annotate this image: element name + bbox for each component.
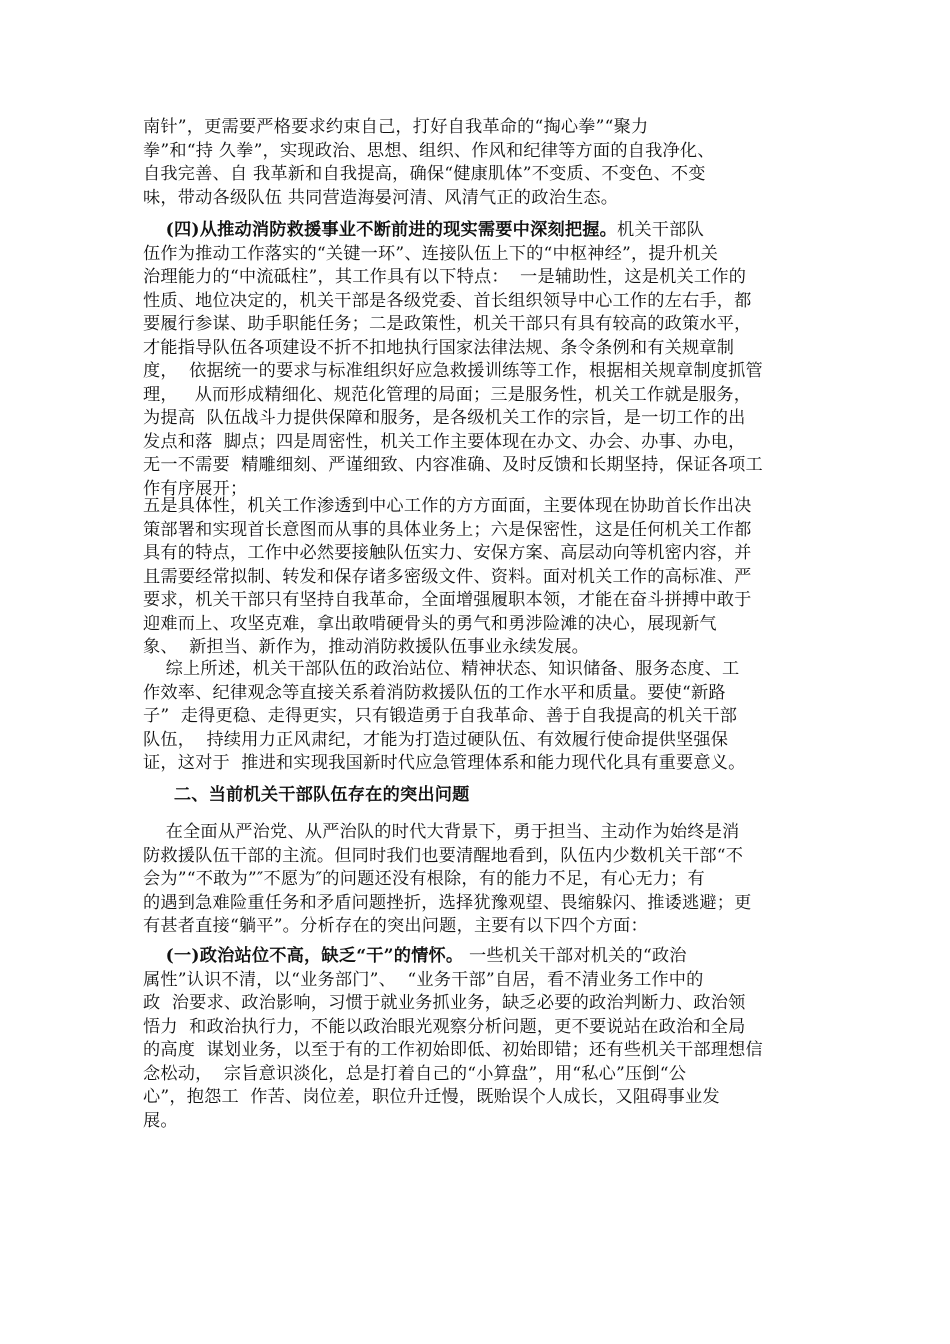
paragraph-section-four (143, 219, 811, 501)
text-line: 政 治要求、政治影响，习惯于就业务抓业务，缺乏必要的政治判断力、政治领 (143, 993, 746, 1013)
text-line: 子” 走得更稳、走得更实，只有锻造勇于自我革命、善于自我提高的机关干部 (143, 706, 738, 726)
text-line: 念松动， 宗旨意识淡化，总是打着自己的“小算盘”，用“私心”压倒“公 (143, 1063, 687, 1084)
text-line: 在全面从严治党、从严治队的时代大背景下，勇于担当、主动作为始终是消 (143, 822, 740, 842)
text-line: 拳”和“持 久拳”，实现政治、思想、组织、作风和纪律等方面的自我净化、 (143, 140, 715, 161)
text-line: 为提高 队伍战斗力提供保障和服务，是各级机关工作的宗旨，是一切工作的出 (143, 408, 746, 428)
text-line: 治理能力的“中流砥柱”，其工作具有以下特点： 一是辅助性，这是机关工作的 (143, 267, 747, 287)
text-line: 的遇到急难险重任务和矛盾问题挫折，选择犹豫观望、畏缩躲闪、推诿逃避；更 (143, 892, 752, 913)
text-line: 度， 依据统一的要求与标准组织好应急救援训练等工作，根据相关规章制度抓管 (143, 361, 763, 381)
text-line: 悟力 和政治执行力，不能以政治眼光观察分析问题，更不要说站在政治和全局 (143, 1016, 746, 1037)
text-line: 无一不需要 精雕细刻、严谨细致、内容准确、及时反馈和长期坚持，保证各项工 (143, 455, 763, 475)
text-line: 味，带动各级队伍 共同营造海晏河清、风清气正的政治生态。 (143, 187, 619, 208)
text-line: 五是具体性，机关工作渗透到中心工作的方方面面，主要体现在协助首长作出决 (143, 496, 752, 516)
text-line: 要履行参谋、助手职能任务；二是政策性，机关干部只有具有较高的政策水平， (143, 314, 752, 334)
text-line: 迎难而上、攻坚克难，拿出敢啃硬骨头的勇气和勇涉险滩的决心，展现新气 (143, 613, 717, 634)
paragraph-summary (143, 658, 811, 776)
paragraph-section-one (143, 945, 811, 1133)
text-line: 才能指导队伍各项建设不折不扣地执行国家法律法规、条令条例和有关规章制 (143, 337, 735, 358)
text-line (143, 945, 811, 969)
text-line: 队伍， 持续用力正风肃纪，才能为打造过硬队伍、有效履行使命提供坚强保 (143, 729, 729, 750)
text-line: 南针”，更需要严格要求约束自己，打好自我革命的“掏心拳”“聚力 (143, 117, 649, 137)
text-line: 作效率、纪律观念等直接关系着消防救援队伍的工作水平和质量。要使“新路 (143, 682, 726, 703)
text-line: 自我完善、自 我革新和自我提高，确保“健康肌体”不变质、不变色、不变 (143, 164, 706, 184)
text-line: 有甚者直接“躺平”。分析存在的突出问题，主要有以下四个方面： (143, 916, 648, 936)
text-line: 伍作为推动工作落实的“关键一环”、连接队伍上下的“中枢神经”，提升机关 (143, 243, 718, 264)
text-line: 防救援队伍干部的主流。但同时我们也要清醒地看到，队伍内少数机关干部“不 (143, 845, 744, 866)
text-line: 象、 新担当、新作为，推动消防救援队伍事业永续发展。 (143, 637, 590, 657)
paragraph-continuation (143, 116, 811, 210)
text-line: 要求，机关干部只有坚持自我革命，全面增强履职本领，才能在奋斗拼搏中敢于 (143, 590, 752, 610)
heading-text: 二、当前机关干部队伍存在的突出问题 (143, 785, 470, 805)
section-heading-two (143, 784, 811, 808)
section-heading-one: (一)政治站位不高，缺乏“干”的情怀。 (165, 946, 464, 966)
paragraph-problems-intro (143, 821, 811, 939)
text-fragment: 机关干部队 (617, 220, 704, 240)
text-line: 发点和落 脚点；四是周密性，机关工作主要体现在办文、办会、办事、办电， (143, 431, 746, 452)
text-line: 心”，抱怨工 作苦、岗位差，职位升迁慢，既贻误个人成长，又阻碍事业发 (143, 1087, 720, 1107)
text-line: 理， 从而形成精细化、规范化管理的局面；三是服务性，机关工作就是服务， (143, 384, 752, 405)
paragraph-specifics (143, 495, 811, 660)
text-line: 策部署和实现首长意图而从事的具体业务上；六是保密性，这是任何机关工作都 (143, 519, 752, 540)
text-line: 会为”“不敢为”″不愿为″的问题还没有根除，有的能力不足，有心无力；有 (143, 869, 705, 889)
text-line: 综上所述，机关干部队伍的政治站位、精神状态、知识储备、服务态度、工 (143, 659, 740, 679)
text-line: 证，这对于 推进和实现我国新时代应急管理体系和能力现代化具有重要意义。 (143, 753, 746, 773)
text-line: 展。 (143, 1110, 178, 1131)
text-line: 性质、地位决定的，机关干部是各级党委、首长组织领导中心工作的左右手，都 (143, 290, 752, 311)
text-line: 的高度 谋划业务，以至于有的工作初始即低、初始即错；还有些机关干部理想信 (143, 1040, 763, 1060)
text-line (143, 219, 811, 243)
text-line: 作有序展开； (143, 478, 248, 499)
text-line: 且需要经常拟制、转发和保存诸多密级文件、资料。面对机关工作的高标准、严 (143, 566, 752, 587)
text-line: 属性”认识不清，以“业务部门”、 “业务干部”自居，看不清业务工作中的 (143, 969, 704, 990)
section-heading-four: (四)从推动消防救援事业不断前进的现实需要中深刻把握。 (165, 220, 618, 240)
text-line: 具有的特点，工作中必然要接触队伍实力、安保方案、高层动向等机密内容，并 (143, 543, 752, 563)
text-fragment: 一些机关干部对机关的“政治 (463, 946, 687, 966)
